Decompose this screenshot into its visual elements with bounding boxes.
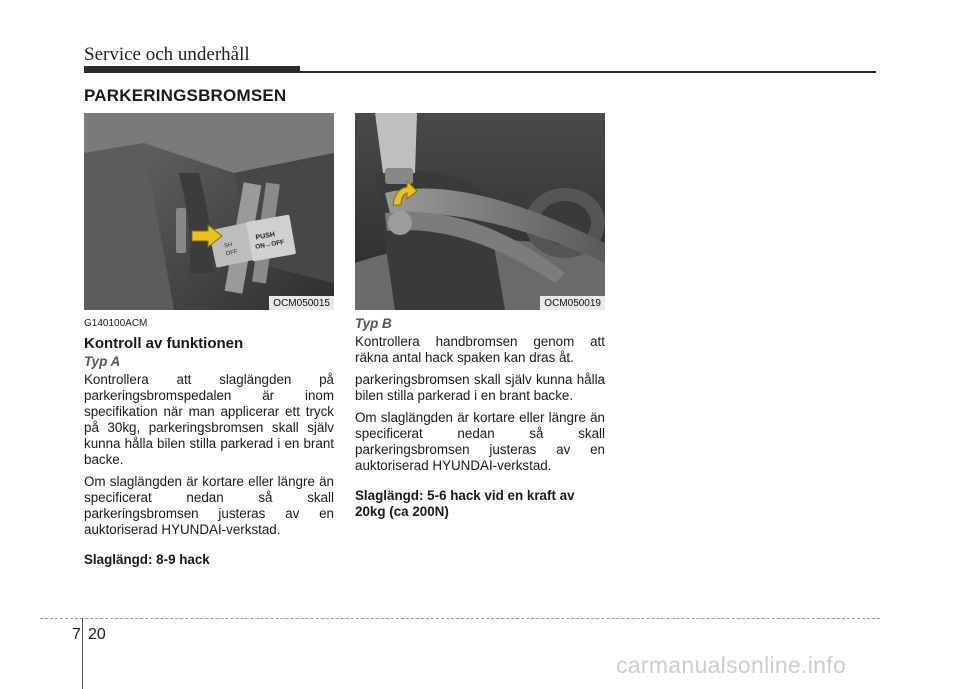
section-title: PARKERINGSBROMSEN	[84, 86, 287, 105]
footer-dashed-rule	[40, 618, 880, 619]
left-paragraph-1: Kontrollera att slaglängden på parkeringsbromspedalen är inom specifikation när man applicerar ett tryck på 30kg, parkeringsbromsen skall själv kunna hålla bilen stilla parkerad i en brant backe.	[84, 372, 334, 467]
subsection-heading: Kontroll av funktionen	[84, 335, 244, 352]
chapter-number: 7	[72, 626, 81, 643]
pedal-label-partial-2: OFF	[225, 249, 239, 258]
header-section-name: Service och underhåll	[84, 44, 250, 65]
section-code: G140100ACM	[84, 318, 148, 329]
figure-caption-right: OCM050019	[540, 296, 605, 310]
right-spec: Slaglängd: 5-6 hack vid en kraft av 20kg (ca 200N)	[355, 488, 575, 519]
left-spec: Slaglängd: 8-9 hack	[84, 552, 210, 567]
lever-illustration	[355, 113, 605, 310]
type-b-label: Typ B	[355, 316, 392, 331]
pedal-label-onoff: ON↔OFF	[254, 238, 285, 251]
right-text-column	[355, 316, 605, 520]
watermark: carmanualsonline.info	[616, 652, 847, 678]
right-paragraph-1: Kontrollera handbromsen genom att räkna antal hack spaken kan dras åt.	[355, 334, 605, 365]
pedal-label-partial-1: SH	[223, 242, 234, 250]
right-paragraph-3: Om slaglängden är kortare eller längre än specificerat nedan så skall parkeringsbromsen justeras av en auktoriserad HYUNDAI-verkstad.	[355, 410, 605, 473]
header-rule-thick	[84, 66, 300, 73]
figure-parking-brake-pedal	[84, 113, 334, 310]
footer-divider	[82, 618, 83, 689]
header-rule-thin	[300, 71, 876, 73]
right-paragraph-2: parkeringsbromsen skall själv kunna hålla bilen stilla parkerad i en brant backe.	[355, 372, 605, 403]
left-paragraph-2: Om slaglängden är kortare eller längre än specificerat nedan så skall parkeringsbromsen justeras av en auktoriserad HYUNDAI-verkstad.	[84, 474, 334, 537]
type-a-label: Typ A	[84, 354, 121, 369]
pedal-label-push: PUSH	[255, 231, 276, 242]
left-text-column	[84, 316, 334, 568]
figure-parking-brake-lever	[355, 113, 605, 310]
pedal-illustration	[84, 113, 334, 310]
page-number: 20	[88, 626, 106, 643]
figure-caption-left: OCM050015	[269, 296, 334, 310]
